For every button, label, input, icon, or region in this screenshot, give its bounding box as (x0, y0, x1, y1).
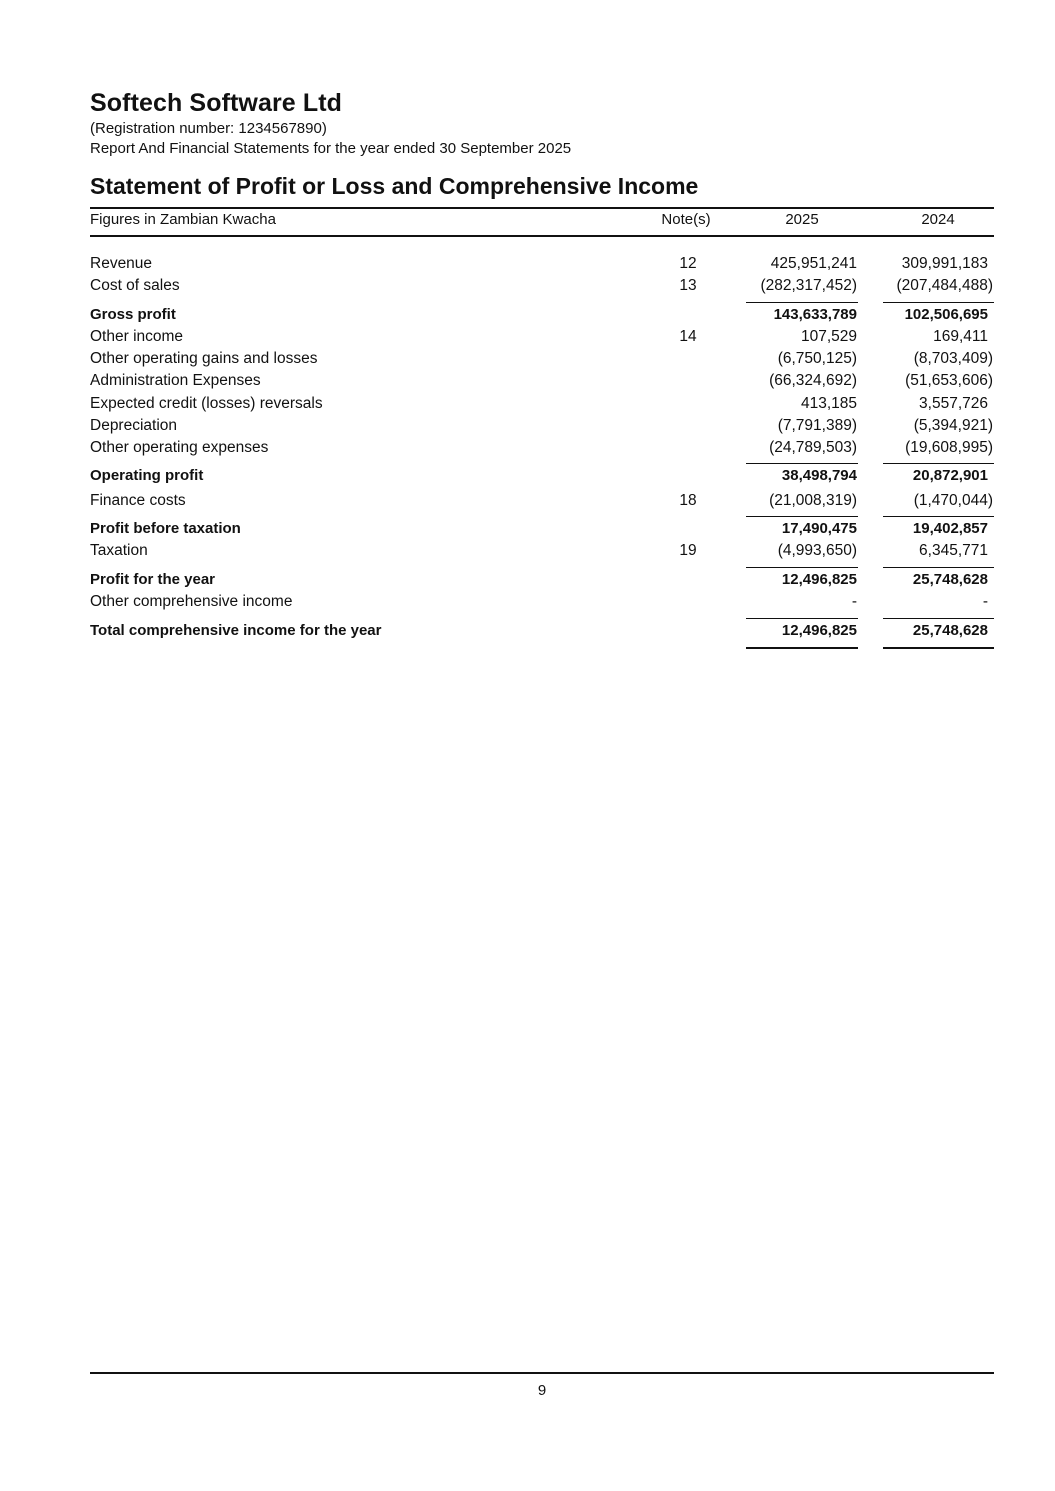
subtotal-rule-2024 (883, 302, 994, 303)
subtotal-rule-2025 (746, 618, 858, 619)
table-row-other-comprehensive-income (90, 591, 994, 613)
row-label: Finance costs (90, 492, 186, 509)
value-2025: 413,185 (800, 395, 857, 412)
value-2024: (1,470,044) (913, 492, 993, 509)
figures-currency-label: Figures in Zambian Kwacha (90, 211, 276, 228)
registration-number: (Registration number: 1234567890) (90, 120, 327, 137)
subtotal-rule-2025 (746, 463, 858, 464)
value-2024: 25,748,628 (912, 622, 988, 639)
value-2024: 20,872,901 (912, 467, 988, 484)
value-2025: 12,496,825 (781, 571, 857, 588)
table-row-finance-costs (90, 490, 994, 512)
table-row-taxation (90, 540, 994, 562)
statement-page (90, 0, 994, 1491)
table-row-revenue (90, 253, 994, 275)
subtotal-rule-2025 (746, 567, 858, 568)
value-2024: (19,608,995) (905, 439, 993, 456)
subtotal-rule-2025 (746, 302, 858, 303)
row-label: Other comprehensive income (90, 593, 293, 610)
value-2024: (8,703,409) (913, 350, 993, 367)
subtotal-rule-2024 (883, 516, 994, 517)
table-row-administration-expenses (90, 370, 994, 392)
value-2025: (282,317,452) (760, 277, 857, 294)
subtotal-rule-2025 (746, 516, 858, 517)
value-2025: (21,008,319) (769, 492, 857, 509)
row-label: Gross profit (90, 306, 176, 323)
table-row-total-comprehensive-income (90, 620, 994, 642)
row-note: 12 (679, 255, 697, 272)
value-2024: - (982, 593, 988, 610)
row-note: 18 (679, 492, 697, 509)
table-row-cost-of-sales (90, 275, 994, 297)
report-title: Report And Financial Statements for the year ended 30 September 2025 (90, 140, 572, 157)
company-name: Softech Software Ltd (90, 89, 343, 117)
row-label: Other operating expenses (90, 439, 269, 456)
value-2024: 169,411 (933, 328, 988, 345)
row-note: 19 (679, 542, 697, 559)
table-row-other-operating-gains-losses (90, 348, 994, 370)
value-2025: 17,490,475 (781, 520, 857, 537)
header-bottom-rule (90, 235, 994, 237)
table-row-depreciation (90, 415, 994, 437)
table-row-gross-profit (90, 304, 994, 326)
table-row-other-income (90, 326, 994, 348)
row-label: Revenue (90, 255, 153, 272)
notes-column-header: Note(s) (661, 211, 711, 228)
row-label: Other operating gains and losses (90, 350, 318, 367)
value-2024: 3,557,726 (919, 395, 988, 412)
row-label: Profit before taxation (90, 520, 241, 537)
row-label: Operating profit (90, 467, 204, 484)
value-2025: (6,750,125) (777, 350, 857, 367)
subtotal-rule-2024 (883, 618, 994, 619)
value-2025: 425,951,241 (770, 255, 857, 272)
year-2025-column-header: 2025 (785, 211, 819, 228)
value-2025: (66,324,692) (769, 372, 857, 389)
header-top-rule (90, 207, 994, 209)
row-label: Other income (90, 328, 184, 345)
value-2024: 102,506,695 (904, 306, 988, 323)
value-2025: - (851, 593, 857, 610)
value-2025: 12,496,825 (781, 622, 857, 639)
table-row-operating-profit (90, 465, 994, 487)
year-2024-column-header: 2024 (921, 211, 955, 228)
subtotal-rule-2024 (883, 567, 994, 568)
value-2025: 143,633,789 (773, 306, 857, 323)
row-label: Expected credit (losses) reversals (90, 395, 323, 412)
value-2025: (7,791,389) (777, 417, 857, 434)
value-2025: (24,789,503) (769, 439, 857, 456)
value-2024: 25,748,628 (912, 571, 988, 588)
footer-rule (90, 1372, 994, 1374)
subtotal-rule-2024 (883, 463, 994, 464)
total-double-rule-2025 (746, 647, 858, 649)
table-row-profit-for-year (90, 569, 994, 591)
value-2025: 107,529 (800, 328, 857, 345)
row-note: 14 (679, 328, 697, 345)
value-2025: (4,993,650) (777, 542, 857, 559)
value-2025: 38,498,794 (781, 467, 857, 484)
page-number: 9 (537, 1382, 547, 1399)
value-2024: 6,345,771 (919, 542, 988, 559)
value-2024: (207,484,488) (896, 277, 993, 294)
value-2024: 309,991,183 (901, 255, 988, 272)
row-label: Depreciation (90, 417, 178, 434)
row-label: Taxation (90, 542, 148, 559)
value-2024: 19,402,857 (912, 520, 988, 537)
row-note: 13 (679, 277, 697, 294)
table-row-expected-credit (90, 393, 994, 415)
value-2024: (51,653,606) (905, 372, 993, 389)
row-label: Profit for the year (90, 571, 216, 588)
value-2024: (5,394,921) (913, 417, 993, 434)
table-row-other-operating-expenses (90, 437, 994, 459)
row-label: Cost of sales (90, 277, 180, 294)
statement-title: Statement of Profit or Loss and Comprehensive Income (90, 173, 699, 199)
total-double-rule-2024 (883, 647, 994, 649)
row-label: Administration Expenses (90, 372, 261, 389)
row-label: Total comprehensive income for the year (90, 622, 382, 639)
table-row-profit-before-taxation (90, 518, 994, 540)
